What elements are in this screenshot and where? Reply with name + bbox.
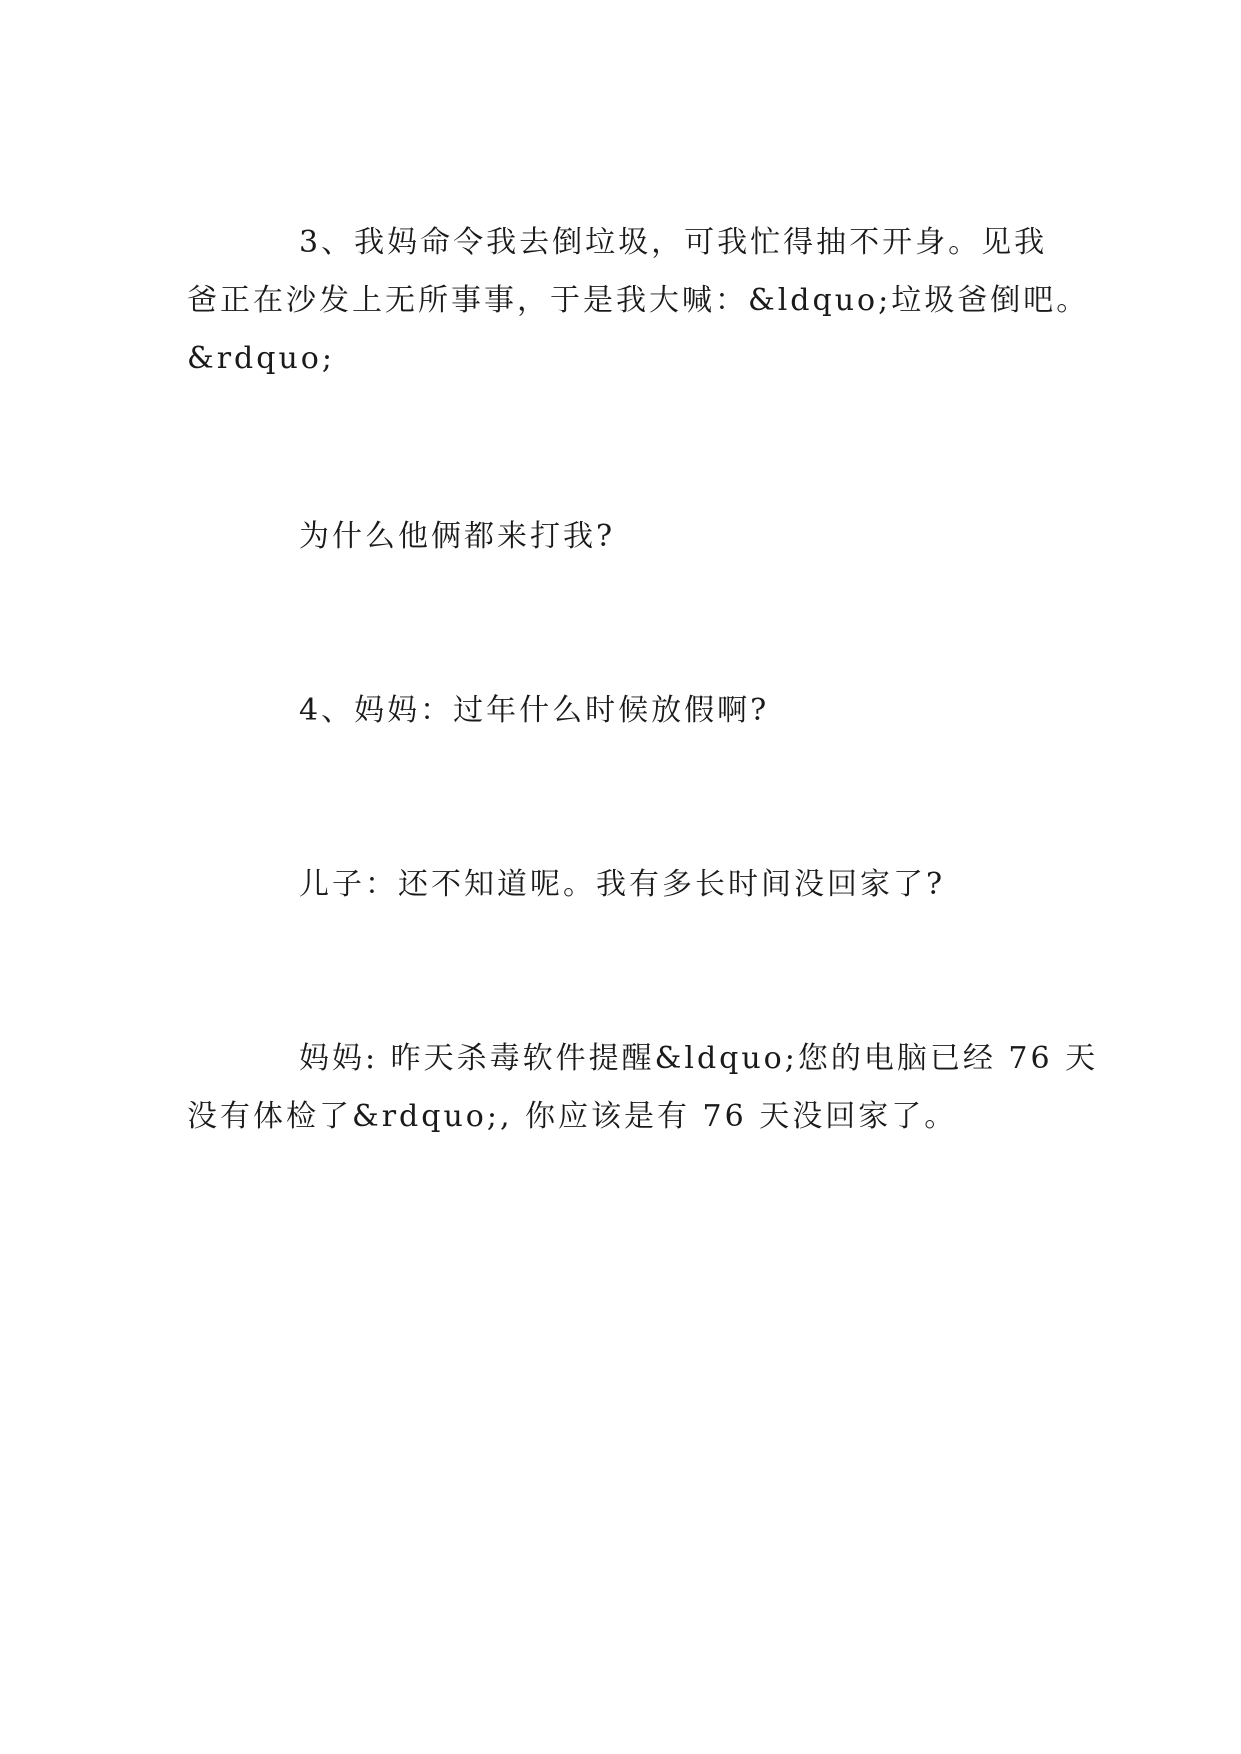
text-line: 儿子：还不知道呢。我有多长时间没回家了? bbox=[299, 867, 946, 902]
paragraph-joke-3-punchline bbox=[187, 508, 1067, 566]
paragraph-joke-4-reply bbox=[187, 856, 1067, 914]
text-line: 4、妈妈：过年什么时候放假啊? bbox=[299, 693, 770, 728]
paragraph-joke-4-question bbox=[187, 682, 1067, 740]
text-line: 3、我妈命令我去倒垃圾，可我忙得抽不开身。见我 bbox=[299, 225, 1048, 260]
text-line: 妈妈: 昨天杀毒软件提醒&ldquo;您的电脑已经 76 天 bbox=[299, 1041, 1099, 1076]
text-line: 为什么他俩都来打我? bbox=[299, 519, 616, 554]
text-line: &rdquo; bbox=[187, 341, 335, 376]
paragraph-joke-3 bbox=[187, 214, 1090, 388]
text-line: 没有体检了&rdquo;, 你应该是有 76 天没回家了。 bbox=[187, 1099, 958, 1134]
text-line: 爸正在沙发上无所事事，于是我大喊：&ldquo;垃圾爸倒吧。 bbox=[187, 283, 1090, 318]
paragraph-joke-4-punchline bbox=[187, 1030, 1099, 1146]
